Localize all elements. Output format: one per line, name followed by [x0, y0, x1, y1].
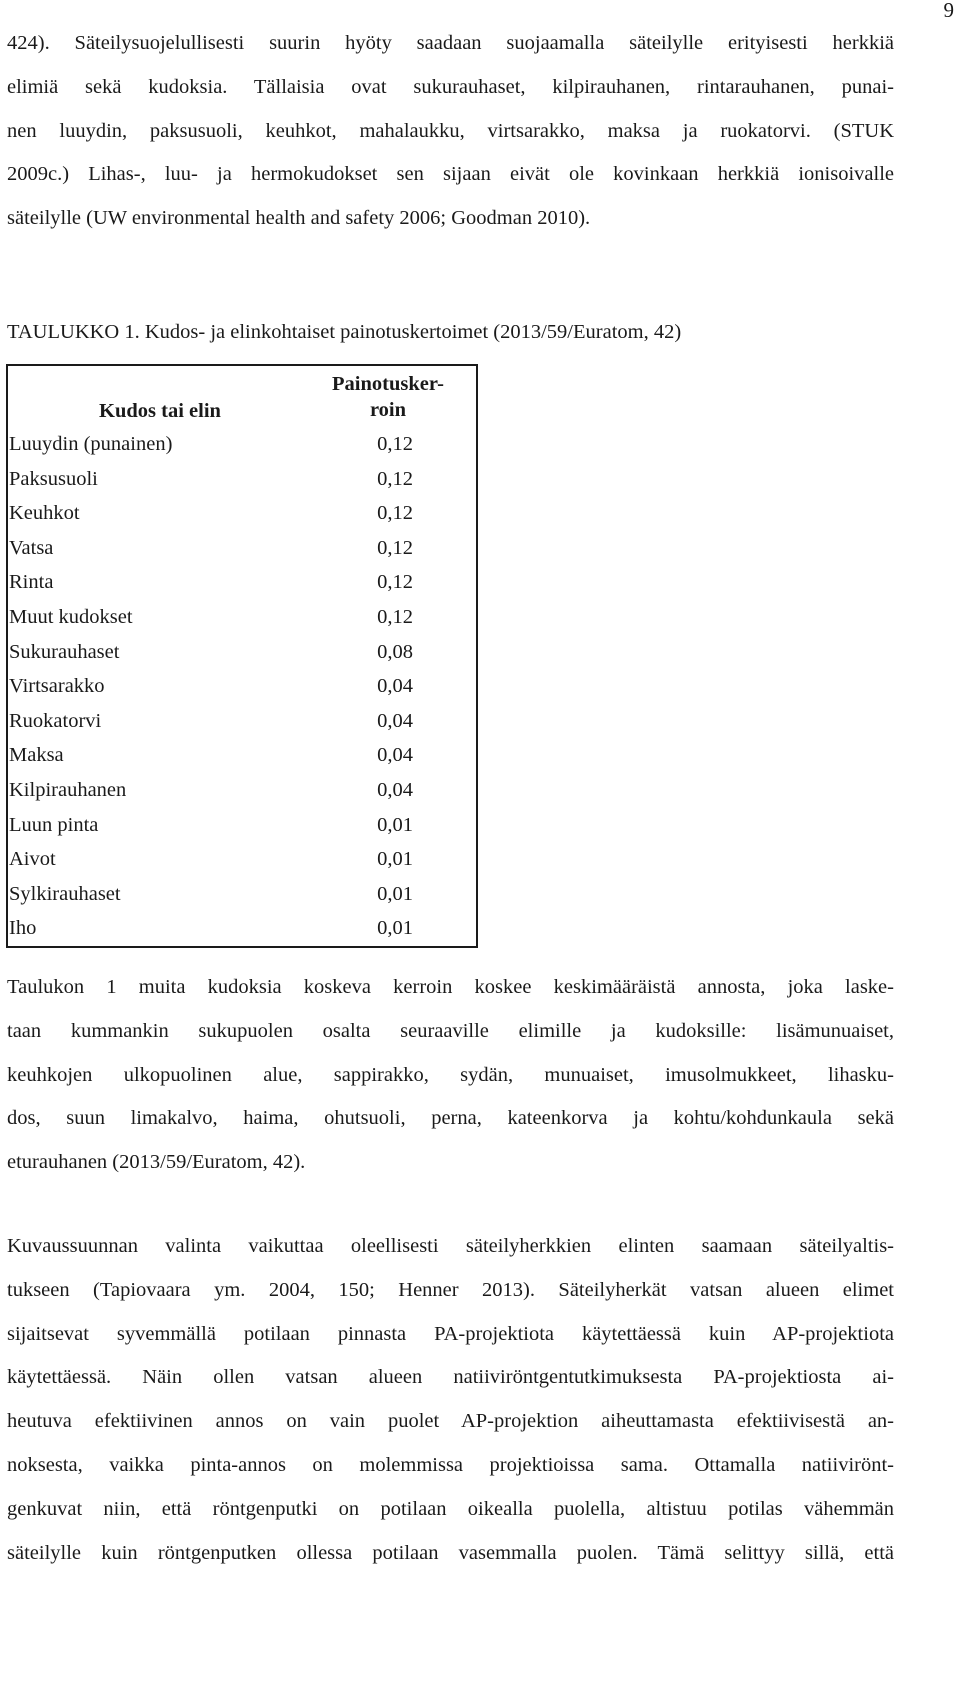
- table-caption: TAULUKKO 1. Kudos- ja elinkohtaiset painotuskertoimet (2013/59/Euratom, 42): [7, 321, 682, 343]
- weight-cell: 0,04: [377, 744, 413, 767]
- text-line: genkuvat niin, että röntgenputki on potilaan oikealla puolella, altistuu potilas vähemmän: [7, 1497, 894, 1520]
- text-line: elimiä sekä kudoksia. Tällaisia ovat sukurauhaset, kilpirauhanen, rintarauhanen, punai-: [7, 75, 894, 98]
- text-line: 424). Säteilysuojelullisesti suurin hyöty saadaan suojaamalla säteilylle erityisesti herkkiä: [7, 32, 894, 54]
- table-row: [7, 773, 477, 808]
- tissue-cell: Muut kudokset: [9, 605, 133, 628]
- weight-cell: 0,12: [377, 433, 413, 455]
- table-row: [7, 842, 477, 877]
- tissue-cell: Vatsa: [9, 536, 54, 559]
- table-row: [7, 600, 477, 635]
- header-weight-line2: roin: [369, 398, 407, 421]
- weight-cell: 0,01: [377, 848, 413, 871]
- weight-cell: 0,12: [377, 571, 413, 594]
- text-line: säteilylle (UW environmental health and safety 2006; Goodman 2010).: [7, 207, 591, 230]
- tissue-cell: Iho: [9, 917, 37, 940]
- text-line: nen luuydin, paksusuoli, keuhkot, mahalaukku, virtsarakko, maksa ja ruokatorvi. (STUK: [7, 119, 894, 142]
- tissue-weighting-table: [6, 364, 478, 948]
- text-line: keuhkojen ulkopuolinen alue, sappirakko, sydän, munuaiset, imusolmukkeet, lihasku-: [7, 1063, 894, 1086]
- text-line: käytettäessä. Näin ollen vatsan alueen natiiviröntgentutkimuksesta PA-projektiosta ai-: [7, 1366, 894, 1389]
- tissue-cell: Kilpirauhanen: [9, 778, 127, 801]
- tissue-cell: Rinta: [9, 571, 54, 594]
- text-line: 2009c.) Lihas-, luu- ja hermokudokset sen sijaan eivät ole kovinkaan herkkiä ionisoivalle: [7, 163, 894, 186]
- paragraph-intro: [7, 22, 894, 241]
- table-row: [7, 877, 477, 912]
- paragraph-other-tissues: [7, 966, 894, 1185]
- table-row: [7, 669, 477, 704]
- text-line: Kuvaussuunnan valinta vaikuttaa oleellisesti säteilyherkkien elinten saamaan säteilyaltis-: [7, 1235, 894, 1257]
- tissue-cell: Virtsarakko: [9, 675, 105, 698]
- weight-cell: 0,12: [377, 536, 413, 559]
- text-line: noksesta, vaikka pinta-annos on molemmissa projektioissa sama. Ottamalla natiivirönt-: [7, 1453, 894, 1476]
- text-line: taan kummankin sukupuolen osalta seuraaville elimille ja kudoksille: lisämunuaiset,: [7, 1019, 894, 1042]
- text-line: heutuva efektiivinen annos on vain puolet AP-projektion aiheuttamasta efektiivisestä an-: [7, 1410, 894, 1433]
- page-number: 9: [943, 0, 954, 22]
- weight-cell: 0,04: [377, 778, 413, 801]
- text-line: dos, suun limakalvo, haima, ohutsuoli, perna, kateenkorva ja kohtu/kohdunkaula sekä: [7, 1107, 894, 1130]
- weight-cell: 0,08: [377, 640, 413, 663]
- table-row: [7, 635, 477, 670]
- text-line: säteilylle kuin röntgenputken ollessa potilaan vasemmalla puolen. Tämä selittyy sillä, että: [7, 1541, 894, 1564]
- weight-cell: 0,01: [377, 917, 413, 940]
- table-row: [7, 427, 477, 462]
- table-row: [7, 565, 477, 600]
- weight-cell: 0,12: [377, 605, 413, 628]
- table-row: [7, 808, 477, 843]
- table-row: [7, 531, 477, 566]
- tissue-cell: Maksa: [9, 744, 64, 767]
- weight-cell: 0,04: [377, 675, 413, 698]
- tissue-cell: Sukurauhaset: [9, 640, 120, 663]
- tissue-cell: Ruokatorvi: [9, 709, 102, 732]
- paragraph-projection: [7, 1225, 894, 1575]
- tissue-cell: Sylkirauhaset: [9, 882, 121, 905]
- header-weight: [308, 365, 477, 427]
- text-line: tukseen (Tapiovaara ym. 2004, 150; Henner 2013). Säteilyherkät vatsan alueen elimet: [7, 1278, 894, 1301]
- table-row: [7, 462, 477, 497]
- text-line: eturauhanen (2013/59/Euratom, 42).: [7, 1151, 306, 1174]
- weight-cell: 0,04: [377, 709, 413, 732]
- table-row: [7, 496, 477, 531]
- tissue-cell: Keuhkot: [9, 502, 80, 525]
- tissue-cell: Paksusuoli: [9, 467, 98, 490]
- table-header-row: [7, 365, 477, 427]
- text-line: sijaitsevat syvemmällä potilaan pinnasta PA-projektiota käytettäessä kuin AP-projektiota: [7, 1322, 894, 1345]
- header-weight-line1: Painotusker-: [332, 372, 444, 395]
- tissue-cell: Aivot: [9, 848, 56, 871]
- tissue-cell: Luun pinta: [9, 813, 99, 836]
- table-row: [7, 704, 477, 739]
- weight-cell: 0,01: [377, 882, 413, 905]
- weight-cell: 0,01: [377, 813, 413, 836]
- table-row: [7, 738, 477, 773]
- header-tissue: Kudos tai elin: [99, 400, 221, 422]
- weight-cell: 0,12: [377, 502, 413, 525]
- tissue-cell: Luuydin (punainen): [9, 433, 173, 455]
- table-row: [7, 911, 477, 947]
- weight-cell: 0,12: [377, 467, 413, 490]
- text-line: Taulukon 1 muita kudoksia koskeva kerroin koskee keskimääräistä annosta, joka laske-: [7, 976, 894, 998]
